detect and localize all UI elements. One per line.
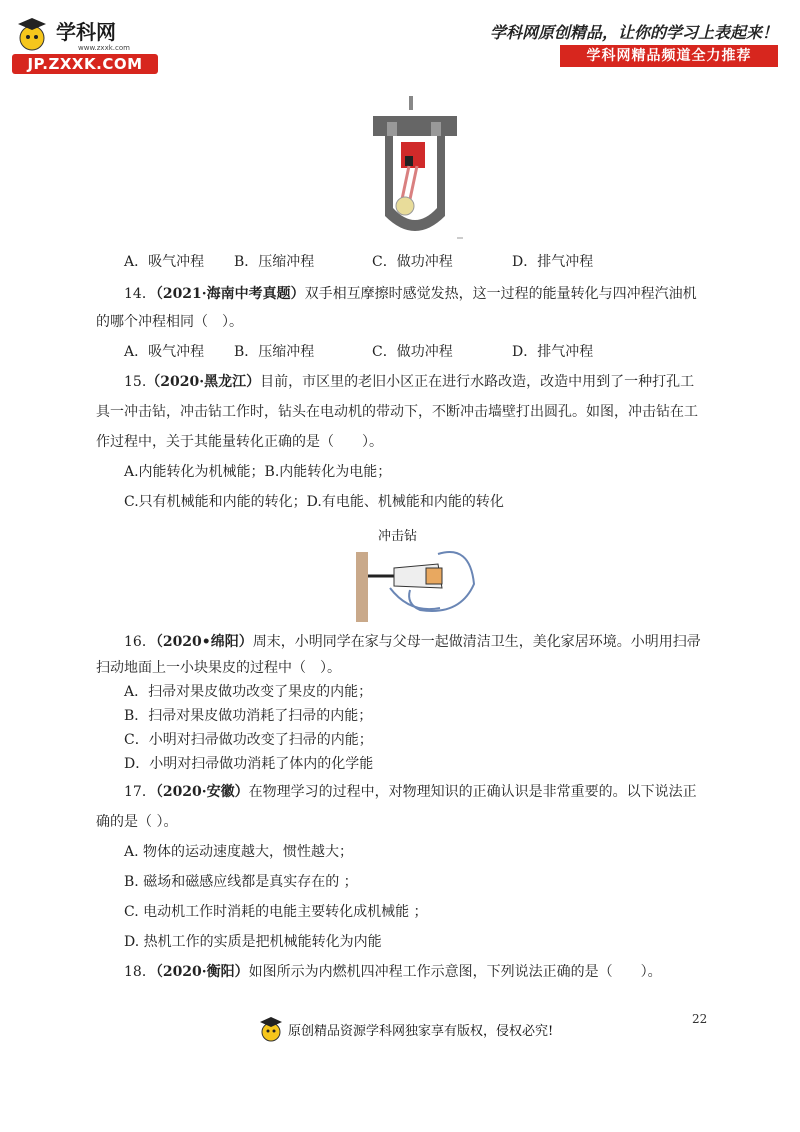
q13-option-d: D．排气冲程 <box>512 254 594 270</box>
q15-options-ab: A.内能转化为机械能；B.内能转化为电能； <box>124 464 392 480</box>
logo-bar: JP.ZXXK.COM <box>12 54 158 74</box>
drill-label: 冲击钻 <box>378 529 418 544</box>
mascot-icon <box>12 14 56 54</box>
mascot-icon <box>258 1014 284 1044</box>
q16-option-c: C．小明对扫帚做功改变了扫帚的内能； <box>124 732 373 748</box>
logo-name: 学科网 <box>56 20 116 44</box>
q16-line1: 16．（2020•绵阳）周末，小明同学在家与父母一起做清洁卫生，美化家居环境。小明用扫帚 <box>124 634 701 650</box>
logo-url: www.zxxk.com <box>78 44 130 52</box>
q13-option-b: B．压缩冲程 <box>234 254 315 270</box>
q14-option-b: B．压缩冲程 <box>234 344 315 360</box>
q15-line2: 具一冲击钻，冲击钻工作时，钻头在电动机的带动下，不断冲击墙壁打出圆孔。如图，冲击钻在工 <box>96 404 698 420</box>
q13-option-c: C．做功冲程 <box>372 254 453 270</box>
q14-line1: 14．（2021·海南中考真题）双手相互摩擦时感觉发热，这一过程的能量转化与四冲程汽油机 <box>124 286 697 302</box>
q17-option-a: A. 物体的运动速度越大，惯性越大； <box>124 844 354 860</box>
q14-option-a: A．吸气冲程 <box>124 344 205 360</box>
q15-line3: 作过程中，关于其能量转化正确的是（ ）。 <box>96 434 383 450</box>
q16-option-d: D．小明对扫帚做功消耗了体内的化学能 <box>124 756 374 772</box>
engine-cylinder-figure <box>365 96 465 242</box>
q14-line2: 的哪个冲程相同（ ）。 <box>96 314 243 330</box>
zxxk-logo <box>12 14 162 74</box>
q15-line1: 15.（2020·黑龙江）目前，市区里的老旧小区正在进行水路改造，改造中用到了一种打孔工 <box>124 374 695 390</box>
impact-drill-figure <box>350 524 482 624</box>
q17-option-b: B. 磁场和磁感应线都是真实存在的 ； <box>124 874 358 890</box>
q16-option-b: B．扫帚对果皮做功消耗了扫帚的内能； <box>124 708 373 724</box>
q14-option-c: C．做功冲程 <box>372 344 453 360</box>
q17-option-c: C. 电动机工作时消耗的电能主要转化成机械能 ； <box>124 904 428 920</box>
header-slogan-bar: 学科网精品频道全力推荐 <box>560 45 778 67</box>
page-number: 22 <box>692 1012 708 1026</box>
header-slogan: 学科网原创精品，让你的学习上表起来！ <box>489 23 778 42</box>
q17-line1: 17．（2020·安徽）在物理学习的过程中，对物理知识的正确认识是非常重要的。以下说法正 <box>124 784 697 800</box>
q13-option-a: A．吸气冲程 <box>124 254 205 270</box>
copyright-text: 原创精品资源学科网独家享有版权，侵权必究! <box>288 1024 554 1039</box>
q17-option-d: D. 热机工作的实质是把机械能转化为内能 <box>124 934 382 950</box>
footer <box>0 1012 800 1052</box>
q14-option-d: D．排气冲程 <box>512 344 594 360</box>
q16-line2: 扫动地面上一小块果皮的过程中（ ）。 <box>96 660 341 676</box>
q18-line1: 18．（2020·衡阳）如图所示为内燃机四冲程工作示意图，下列说法正确的是（ ）。 <box>124 964 662 980</box>
q15-options-cd: C.只有机械能和内能的转化；D.有电能、机械能和内能的转化 <box>124 494 504 510</box>
q16-option-a: A．扫帚对果皮做功改变了果皮的内能； <box>124 684 373 700</box>
q17-line2: 确的是（ ）。 <box>96 814 178 830</box>
